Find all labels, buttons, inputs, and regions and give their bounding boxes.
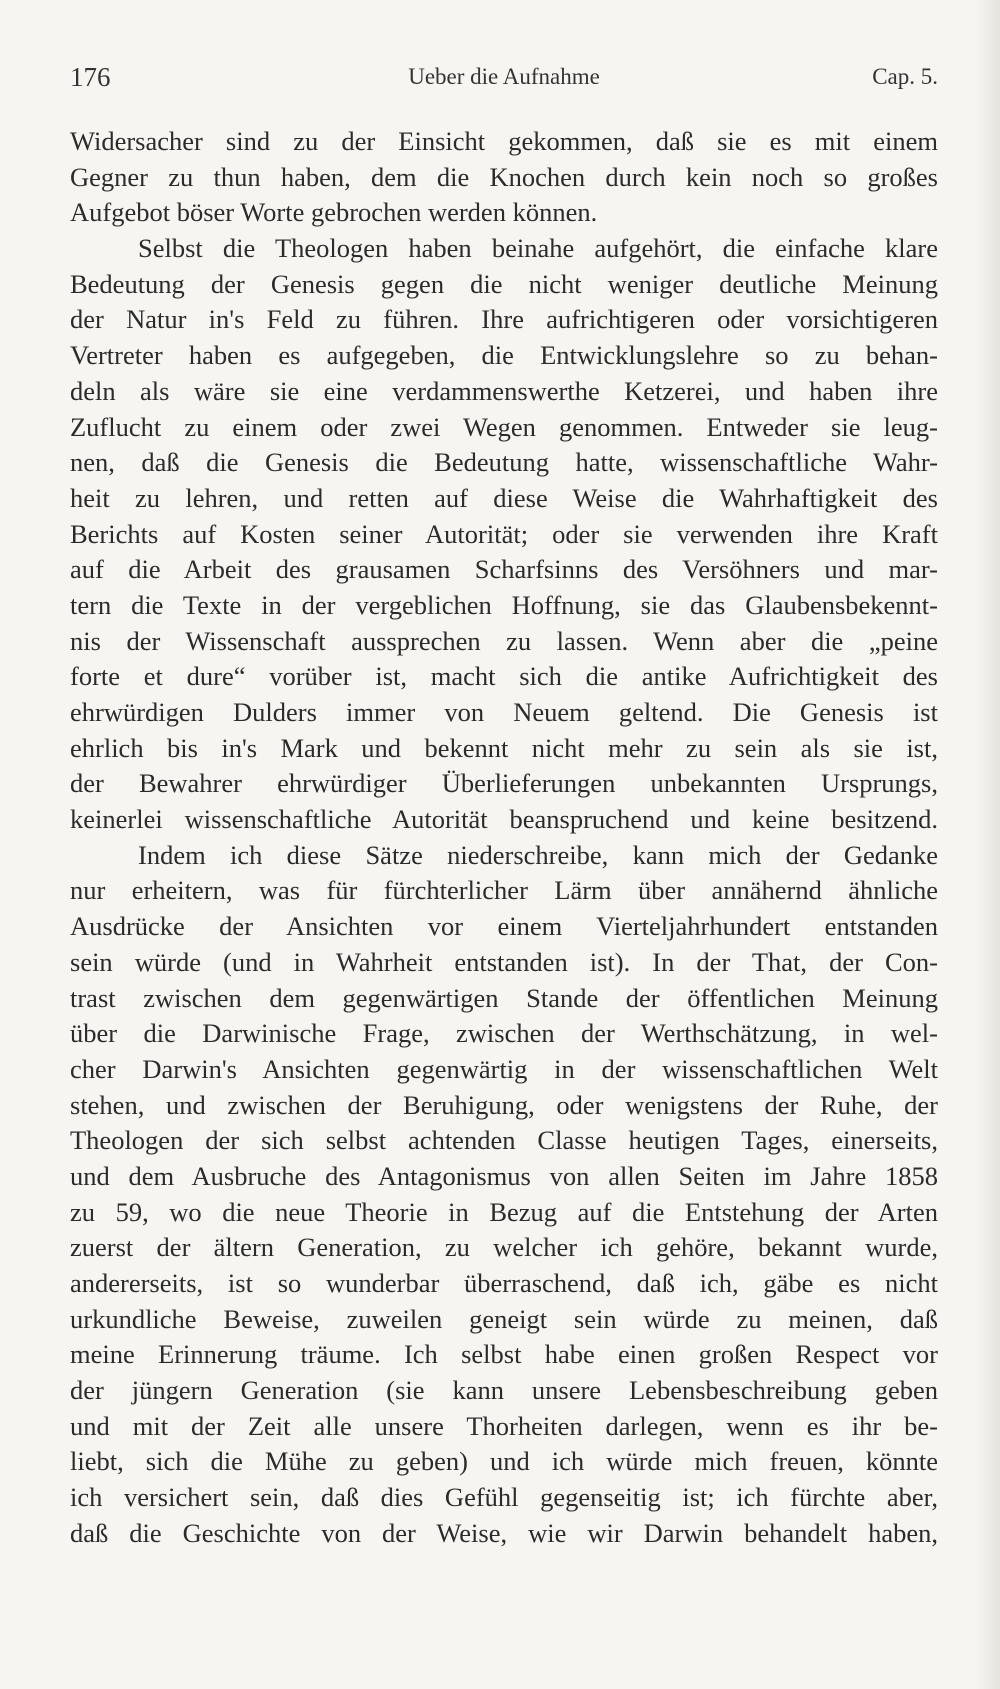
text-line: meine Erinnerung träume. Ich selbst habe einen großen Respect vor	[70, 1339, 938, 1370]
text-line: Bedeutung der Genesis gegen die nicht weniger deutliche Meinung	[70, 268, 938, 299]
text-line: und dem Ausbruche des Antagonismus von allen Seiten im Jahre 1858	[70, 1160, 938, 1191]
text-line: der Natur in's Feld zu führen. Ihre aufrichtigeren oder vorsichtigeren	[70, 304, 938, 335]
text-line: Widersacher sind zu der Einsicht gekommen, daß sie es mit einem	[70, 126, 938, 156]
text-line: daß die Geschichte von der Weise, wie wir Darwin behandelt haben,	[70, 1517, 938, 1548]
text-line: heit zu lehren, und retten auf diese Weise die Wahrhaftigkeit des	[70, 482, 938, 513]
text-line: tern die Texte in der vergeblichen Hoffnung, sie das Glaubensbekennt-	[70, 589, 938, 620]
text-line: ehrlich bis in's Mark und bekennt nicht mehr zu sein als sie ist,	[70, 732, 938, 763]
text-line: ich versichert sein, daß dies Gefühl gegenseitig ist; ich fürchte aber,	[70, 1482, 938, 1513]
running-header	[70, 62, 938, 98]
page-number: 176	[70, 62, 111, 92]
text-line: über die Darwinische Frage, zwischen der Werthschätzung, in wel-	[70, 1018, 938, 1049]
text-line: nen, daß die Genesis die Bedeutung hatte, wissenschaftliche Wahr-	[70, 447, 938, 478]
text-line: Vertreter haben es aufgegeben, die Entwicklungslehre so zu behan-	[70, 340, 938, 371]
text-line: Theologen der sich selbst achtenden Classe heutigen Tages, einerseits,	[70, 1125, 938, 1156]
text-line: auf die Arbeit des grausamen Scharfsinns des Versöhners und mar-	[70, 554, 938, 585]
text-line: deln als wäre sie eine verdammenswerthe Ketzerei, und haben ihre	[70, 375, 938, 406]
text-line: Ausdrücke der Ansichten vor einem Vierteljahrhundert entstanden	[70, 911, 938, 942]
text-line: stehen, und zwischen der Beruhigung, oder wenigstens der Ruhe, der	[70, 1089, 938, 1120]
text-line: der Bewahrer ehrwürdiger Überlieferungen unbekannten Ursprungs,	[70, 768, 938, 799]
text-line: Aufgebot böser Worte gebrochen werden können.	[70, 197, 598, 228]
text-line: andererseits, ist so wunderbar überraschend, daß ich, gäbe es nicht	[70, 1268, 938, 1298]
text-line: trast zwischen dem gegenwärtigen Stande der öffentlichen Meinung	[70, 982, 938, 1013]
body-text	[70, 124, 938, 1552]
text-line: zu 59, wo die neue Theorie in Bezug auf die Entstehung der Arten	[70, 1196, 938, 1227]
text-line: Gegner zu thun haben, dem die Knochen durch kein noch so großes	[70, 161, 938, 192]
text-line: nur erheitern, was für fürchterlicher Lärm über annähernd ähnliche	[70, 875, 938, 906]
running-title: Ueber die Aufnahme	[408, 64, 600, 89]
text-line: und mit der Zeit alle unsere Thorheiten darlegen, wenn es ihr be-	[70, 1410, 938, 1441]
chapter-label: Cap. 5.	[872, 64, 938, 89]
text-line: ehrwürdigen Dulders immer von Neuem geltend. Die Genesis ist	[70, 697, 938, 727]
text-line: liebt, sich die Mühe zu geben) und ich würde mich freuen, könnte	[70, 1446, 938, 1477]
text-line: cher Darwin's Ansichten gegenwärtig in der wissenschaftlichen Welt	[70, 1053, 938, 1084]
text-line: nis der Wissenschaft aussprechen zu lassen. Wenn aber die „peine	[70, 625, 938, 656]
text-line: Selbst die Theologen haben beinahe aufgehört, die einfache klare	[138, 233, 938, 264]
text-line: Zuflucht zu einem oder zwei Wegen genommen. Entweder sie leug-	[70, 411, 938, 442]
text-line: Indem ich diese Sätze niederschreibe, kann mich der Gedanke	[138, 839, 938, 870]
text-line: sein würde (und in Wahrheit entstanden ist). In der That, der Con-	[70, 946, 938, 977]
text-line: urkundliche Beweise, zuweilen geneigt sein würde zu meinen, daß	[70, 1303, 938, 1334]
text-line: Berichts auf Kosten seiner Autorität; oder sie verwenden ihre Kraft	[70, 518, 938, 549]
text-line: der jüngern Generation (sie kann unsere Lebensbeschreibung geben	[70, 1375, 938, 1406]
text-line: forte et dure“ vorüber ist, macht sich die antike Aufrichtigkeit des	[70, 661, 938, 692]
text-line: zuerst der ältern Generation, zu welcher ich gehöre, bekannt wurde,	[70, 1232, 938, 1263]
text-line: keinerlei wissenschaftliche Autorität beanspruchend und keine besitzend.	[70, 804, 938, 835]
page-edge-shadow	[976, 0, 1000, 1689]
